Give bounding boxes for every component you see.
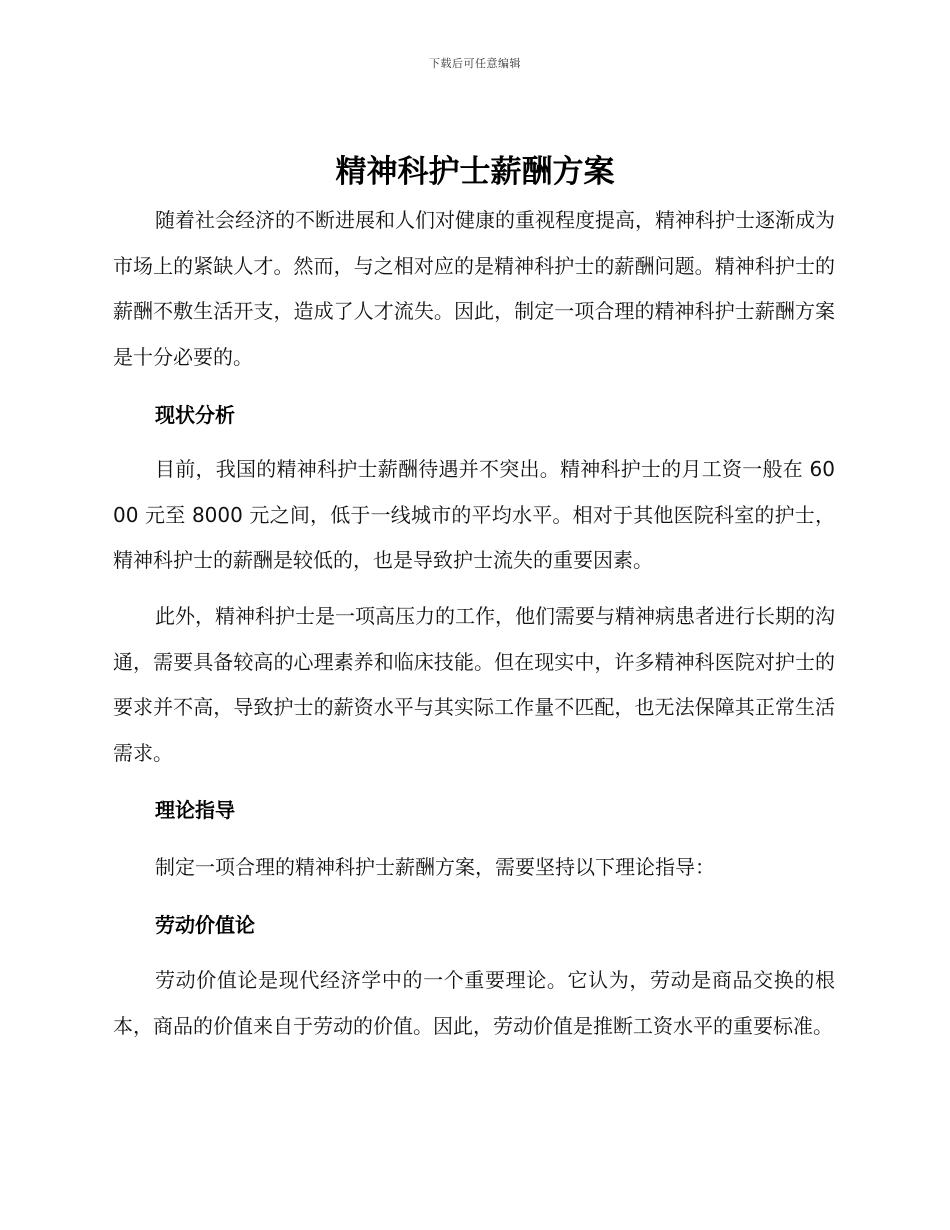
section-heading-theory: 理论指导 (155, 798, 235, 822)
section-heading-labor-value: 劳动价值论 (155, 913, 255, 937)
intro-paragraph: 随着社会经济的不断进展和人们对健康的重视程度提高，精神科护士逐渐成为市场上的紧缺人才。然而，与之相对应的是精神科护士的薪酬问题。精神科护士的薪酬不敷生活开支，造成了人才流失。因此，制定一项合理的精神科护士薪酬方案是十分必要的。 (113, 208, 835, 369)
document-title: 精神科护士薪酬方案 (335, 154, 615, 190)
header-note: 下载后可任意编辑 (429, 57, 521, 70)
labor-value-paragraph: 劳动价值论是现代经济学中的一个重要理论。它认为，劳动是商品交换的根本，商品的价值来自于劳动的价值。因此，劳动价值是推断工资水平的重要标准。 (113, 968, 835, 1038)
theory-paragraph: 制定一项合理的精神科护士薪酬方案，需要坚持以下理论指导： (155, 855, 715, 879)
status-paragraph-1: 目前，我国的精神科护士薪酬待遇并不突出。精神科护士的月工资一般在 6000 元至 8000 元之间，低于一线城市的平均水平。相对于其他医院科室的护士，精神科护士的薪酬是较低的，也是导致护士流失的重要因素。 (113, 457, 835, 572)
section-heading-status: 现状分析 (155, 403, 235, 427)
status-paragraph-2: 此外，精神科护士是一项高压力的工作，他们需要与精神病患者进行长期的沟通，需要具备较高的心理素养和临床技能。但在现实中，许多精神科医院对护士的要求并不高，导致护士的薪资水平与其实际工作量不匹配，也无法保障其正常生活需求。 (113, 604, 835, 765)
